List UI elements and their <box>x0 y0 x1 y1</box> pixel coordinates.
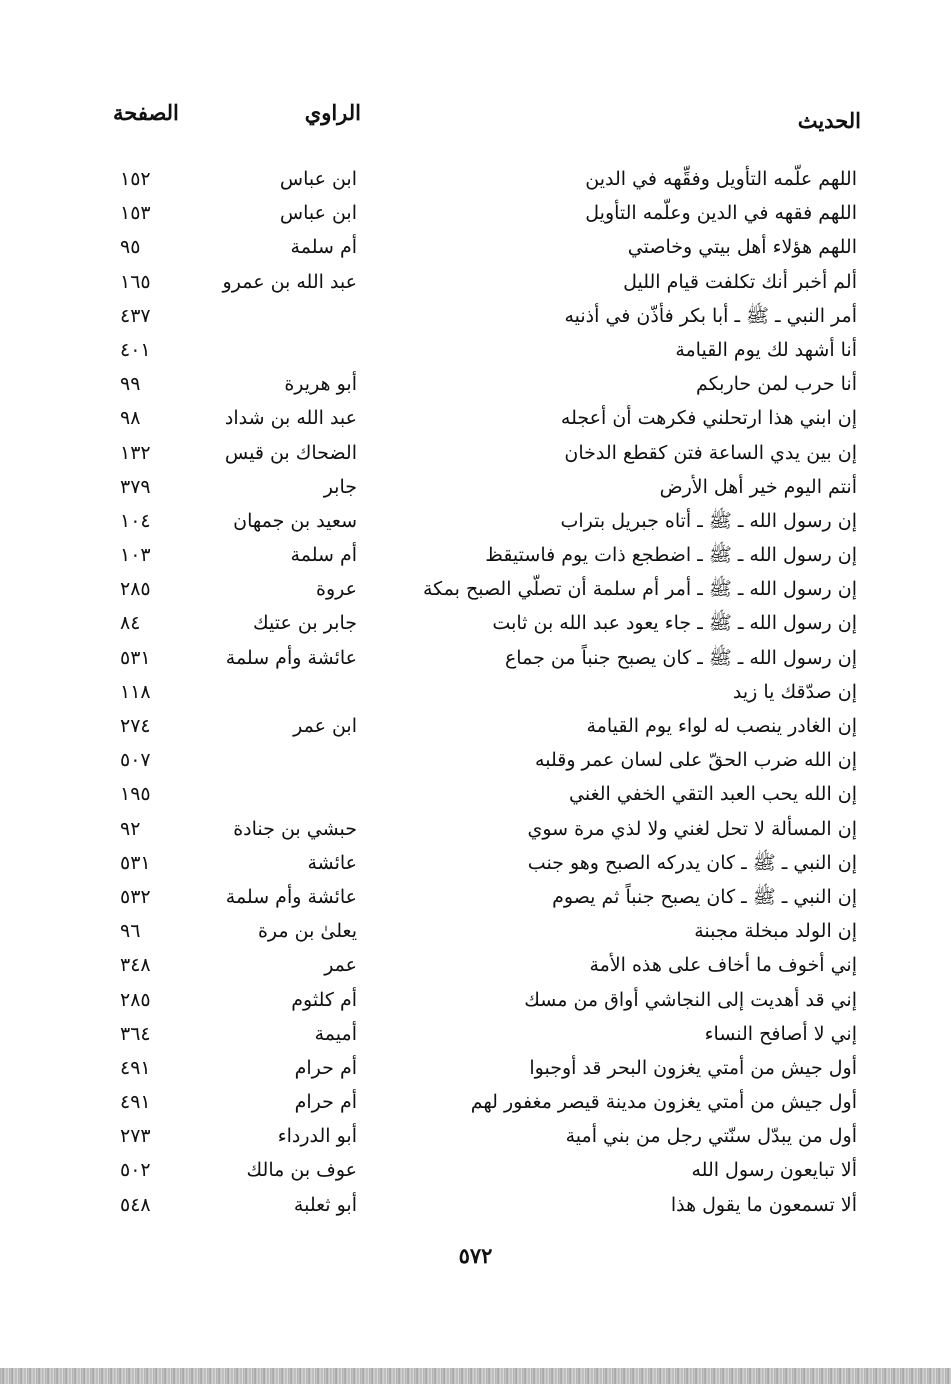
page-reference: ٥٠٧ <box>120 749 151 772</box>
list-item <box>0 777 951 811</box>
list-item <box>0 675 951 709</box>
hadith-text: اللهم فقهه في الدين وعلّمه التأويل <box>585 202 857 225</box>
list-item <box>0 606 951 640</box>
hadith-text: إني لا أصافح النساء <box>704 1022 857 1045</box>
list-item <box>0 436 951 470</box>
narrator-name: عائشة <box>307 851 357 874</box>
hadith-text: أول جيش من أمتي يغزون البحر قد أوجبوا <box>529 1056 857 1079</box>
hadith-text: إن الولد مبخلة مجبنة <box>694 920 857 943</box>
hadith-text: اللهم علّمه التأويل وفقِّهه في الدين <box>585 168 857 190</box>
narrator-name: الضحاك بن قيس <box>224 441 357 464</box>
hadith-text: إن النبي ـ ﷺ ـ كان يصبح جنباً ثم يصوم <box>552 885 857 908</box>
hadith-text: إن رسول الله ـ ﷺ ـ جاء يعود عبد الله بن ثابت <box>492 612 857 635</box>
list-item <box>0 504 951 538</box>
list-item <box>0 1051 951 1085</box>
page-reference: ١٠٣ <box>120 544 151 567</box>
hadith-text: ألم أخبر أنك تكلفت قيام الليل <box>623 270 857 293</box>
narrator-name: عبد الله بن عمرو <box>222 270 357 293</box>
narrator-name: سعيد بن جمهان <box>233 509 357 532</box>
scan-edge-noise <box>0 1368 951 1384</box>
hadith-text: أنتم اليوم خير أهل الأرض <box>659 475 857 498</box>
list-item <box>0 538 951 572</box>
narrator-name: عروة <box>316 578 357 601</box>
narrator-name: جابر بن عتيك <box>253 612 357 635</box>
page-reference: ٩٦ <box>120 920 141 943</box>
hadith-text: ألا تبايعون رسول الله <box>691 1159 857 1182</box>
hadith-text: ألا تسمعون ما يقول هذا <box>670 1193 857 1216</box>
hadith-text: إن رسول الله ـ ﷺ ـ كان يصبح جنباً من جماع <box>504 646 857 669</box>
list-item <box>0 641 951 675</box>
page-reference: ٥٤٨ <box>120 1193 151 1216</box>
list-item <box>0 196 951 230</box>
narrator-name: أم سلمة <box>290 236 357 259</box>
list-item <box>0 1119 951 1153</box>
hadith-text: أول جيش من أمتي يغزون مدينة قيصر مغفور لهم <box>470 1091 857 1114</box>
page-reference: ٣٤٨ <box>120 954 151 977</box>
hadith-text: أنا حرب لمن حاربكم <box>696 373 857 396</box>
narrator-name: يعلىٰ بن مرة <box>257 920 357 943</box>
narrator-name: حبشي بن جنادة <box>233 817 357 840</box>
list-item <box>0 743 951 777</box>
list-item <box>0 1085 951 1119</box>
page-reference: ٩٢ <box>120 817 141 840</box>
narrator-name: أبو ثعلبة <box>293 1193 357 1216</box>
list-item <box>0 470 951 504</box>
page-reference: ٣٦٤ <box>120 1022 151 1045</box>
list-item <box>0 983 951 1017</box>
page-reference: ٥٣١ <box>120 851 151 874</box>
list-item <box>0 162 951 196</box>
narrator-name: جابر <box>323 475 357 498</box>
narrator-name: أميمة <box>314 1022 357 1045</box>
header-narrator: الراوي <box>304 100 361 125</box>
hadith-text: إن المسألة لا تحل لغني ولا لذي مرة سوي <box>527 817 857 840</box>
page-reference: ٨٤ <box>120 612 141 635</box>
hadith-text: إني أخوف ما أخاف على هذه الأمة <box>589 954 857 977</box>
list-item <box>0 948 951 982</box>
page-reference: ١٦٥ <box>120 270 151 293</box>
narrator-name: ابن عمر <box>293 715 357 737</box>
hadith-text: إن رسول الله ـ ﷺ ـ اضطجع ذات يوم فاستيقظ <box>485 544 857 567</box>
narrator-name: عمر <box>324 954 357 977</box>
hadith-text: إن النبي ـ ﷺ ـ كان يدركه الصبح وهو جنب <box>527 851 857 874</box>
narrator-name: أم كلثوم <box>291 988 357 1011</box>
list-item <box>0 812 951 846</box>
page-reference: ٤٠١ <box>120 338 151 361</box>
narrator-name: عوف بن مالك <box>246 1159 357 1182</box>
list-item <box>0 230 951 264</box>
list-item <box>0 1153 951 1187</box>
page-reference: ٣٧٩ <box>120 475 151 498</box>
hadith-index-list <box>0 162 951 1222</box>
hadith-text: أول من يبدّل سنّتي رجل من بني أمية <box>565 1125 857 1148</box>
list-item <box>0 367 951 401</box>
hadith-text: إن الله ضرب الحقّ على لسان عمر وقلبه <box>535 749 857 772</box>
list-item <box>0 333 951 367</box>
narrator-name: ابن عباس <box>279 202 357 225</box>
hadith-text: إن بين يدي الساعة فتن كقطع الدخان <box>564 441 857 464</box>
list-item <box>0 1017 951 1051</box>
page-reference: ١١٨ <box>120 680 151 703</box>
narrator-name: أم حرام <box>294 1056 357 1079</box>
hadith-text: اللهم هؤلاء أهل بيتي وخاصتي <box>627 236 857 259</box>
page-reference: ١٥٣ <box>120 202 151 225</box>
hadith-text: إن رسول الله ـ ﷺ ـ أمر أم سلمة أن تصلّي الصبح بمكة <box>422 578 857 601</box>
table-header <box>0 100 951 140</box>
hadith-text: إن رسول الله ـ ﷺ ـ أتاه جبريل بتراب <box>560 509 857 532</box>
list-item <box>0 265 951 299</box>
narrator-name: أم حرام <box>294 1091 357 1114</box>
narrator-name: أبو الدرداء <box>277 1125 357 1148</box>
narrator-name: عائشة وأم سلمة <box>225 646 357 669</box>
list-item <box>0 709 951 743</box>
page-reference: ٩٨ <box>120 407 141 430</box>
page-reference: ٤٣٧ <box>120 304 151 327</box>
page-reference: ٥٠٢ <box>120 1159 151 1182</box>
header-page: الصفحة <box>113 100 179 125</box>
header-hadith: الحديث <box>797 108 861 133</box>
list-item <box>0 880 951 914</box>
hadith-text: إن الله يحب العبد التقي الخفي الغني <box>569 783 857 806</box>
hadith-text: إن ابني هذا ارتحلني فكرهت أن أعجله <box>560 407 857 430</box>
page-reference: ٢٨٥ <box>120 578 151 601</box>
page-reference: ٤٩١ <box>120 1091 151 1114</box>
page-reference: ٢٨٥ <box>120 988 151 1011</box>
narrator-name: أم سلمة <box>290 544 357 567</box>
page-reference: ٩٩ <box>120 373 141 396</box>
hadith-text: إن صدّقك يا زيد <box>732 680 857 703</box>
list-item <box>0 1188 951 1222</box>
page-reference: ٥٣٢ <box>120 885 151 908</box>
page-reference: ٢٧٣ <box>120 1125 151 1148</box>
hadith-text: أنا أشهد لك يوم القيامة <box>675 338 857 361</box>
page-reference: ٥٣١ <box>120 646 151 669</box>
hadith-text: أمر النبي ـ ﷺ ـ أبا بكر فأذّن في أذنيه <box>564 304 857 327</box>
hadith-text: إن الغادر ينصب له لواء يوم القيامة <box>586 715 857 737</box>
narrator-name: عبد الله بن شداد <box>224 407 357 430</box>
page-reference: ١٠٤ <box>120 509 151 532</box>
page-reference: ٢٧٤ <box>120 715 151 737</box>
narrator-name: أبو هريرة <box>284 373 357 396</box>
page-reference: ٤٩١ <box>120 1056 151 1079</box>
narrator-name: عائشة وأم سلمة <box>225 885 357 908</box>
hadith-text: إني قد أهديت إلى النجاشي أواق من مسك <box>524 988 857 1011</box>
page-reference: ٩٥ <box>120 236 141 259</box>
page-reference: ١٩٥ <box>120 783 151 806</box>
list-item <box>0 401 951 435</box>
list-item <box>0 846 951 880</box>
narrator-name: ابن عباس <box>279 168 357 190</box>
list-item <box>0 914 951 948</box>
page-reference: ١٥٢ <box>120 168 151 190</box>
list-item <box>0 572 951 606</box>
page-number: ٥٧٢ <box>458 1243 493 1268</box>
page-reference: ١٣٢ <box>120 441 151 464</box>
list-item <box>0 299 951 333</box>
